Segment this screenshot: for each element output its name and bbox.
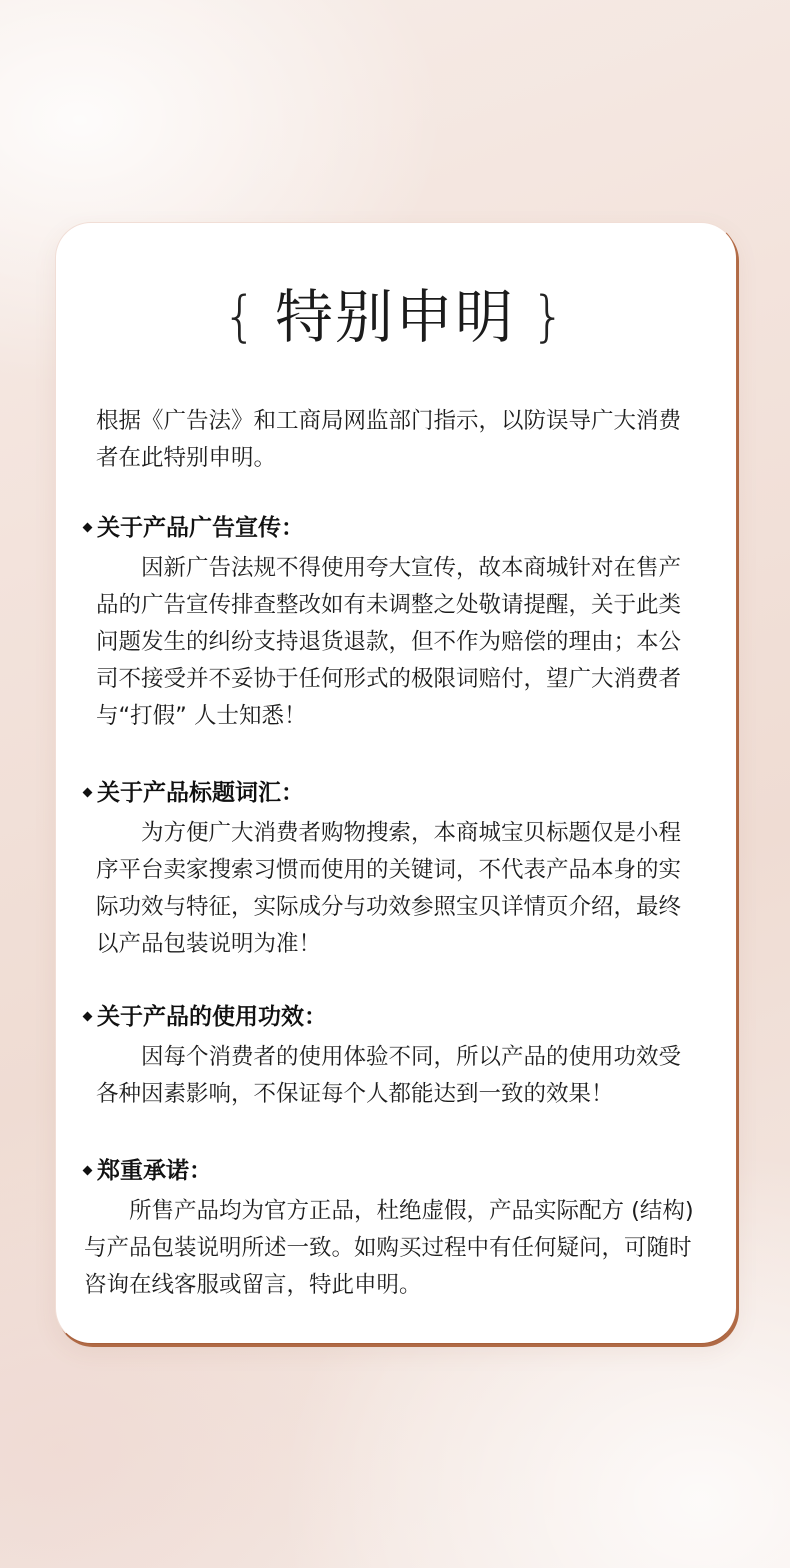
- section-heading-commitment: [84, 1153, 704, 1190]
- page-title: [0, 282, 790, 352]
- title-left-brace: {: [222, 285, 259, 348]
- diamond-bullet-icon: [83, 523, 93, 533]
- section-body-commitment: 所售产品均为官方正品，杜绝虚假，产品实际配方 (结构) 与产品包装说明所述一致。如购买过程中有任何疑问，可随时咨询在线客服或留言，特此申明。: [84, 1198, 694, 1298]
- section-heading-advertising: [84, 510, 704, 547]
- diamond-bullet-icon: [83, 1012, 93, 1022]
- diamond-bullet-icon: [83, 788, 93, 798]
- section-heading-text: 关于产品标题词汇：: [97, 780, 304, 806]
- section-heading-text: 关于产品的使用功效：: [97, 1004, 327, 1030]
- section-body-advertising: 因新广告法规不得使用夸大宣传，故本商城针对在售产品的广告宣传排查整改如有未调整之处敬请提醒，关于此类问题发生的纠纷支持退货退款，但不作为赔偿的理由；本公司不接受并不妥协于任何形式的极限词赔付，望广大消费者与“打假” 人士知悉！: [96, 555, 682, 729]
- section-heading-title-words: [84, 775, 704, 812]
- section-heading-text: 关于产品广告宣传：: [97, 515, 304, 541]
- section-body-title-words: 为方便广大消费者购物搜索，本商城宝贝标题仅是小程序平台卖家搜索习惯而使用的关键词，不代表产品本身的实际功效与特征，实际成分与功效参照宝贝详情页介绍，最终以产品包装说明为准！: [96, 820, 682, 957]
- diamond-bullet-icon: [83, 1166, 93, 1176]
- title-right-brace: }: [531, 285, 568, 348]
- section-body-efficacy: 因每个消费者的使用体验不同，所以产品的使用功效受各种因素影响，不保证每个人都能达到一致的效果！: [96, 1044, 682, 1107]
- intro-paragraph: 根据《广告法》和工商局网监部门指示，以防误导广大消费者在此特别申明。: [96, 408, 682, 471]
- title-text: 特别申明: [274, 283, 515, 351]
- section-heading-text: 郑重承诺：: [97, 1158, 212, 1184]
- section-heading-efficacy: [84, 999, 704, 1036]
